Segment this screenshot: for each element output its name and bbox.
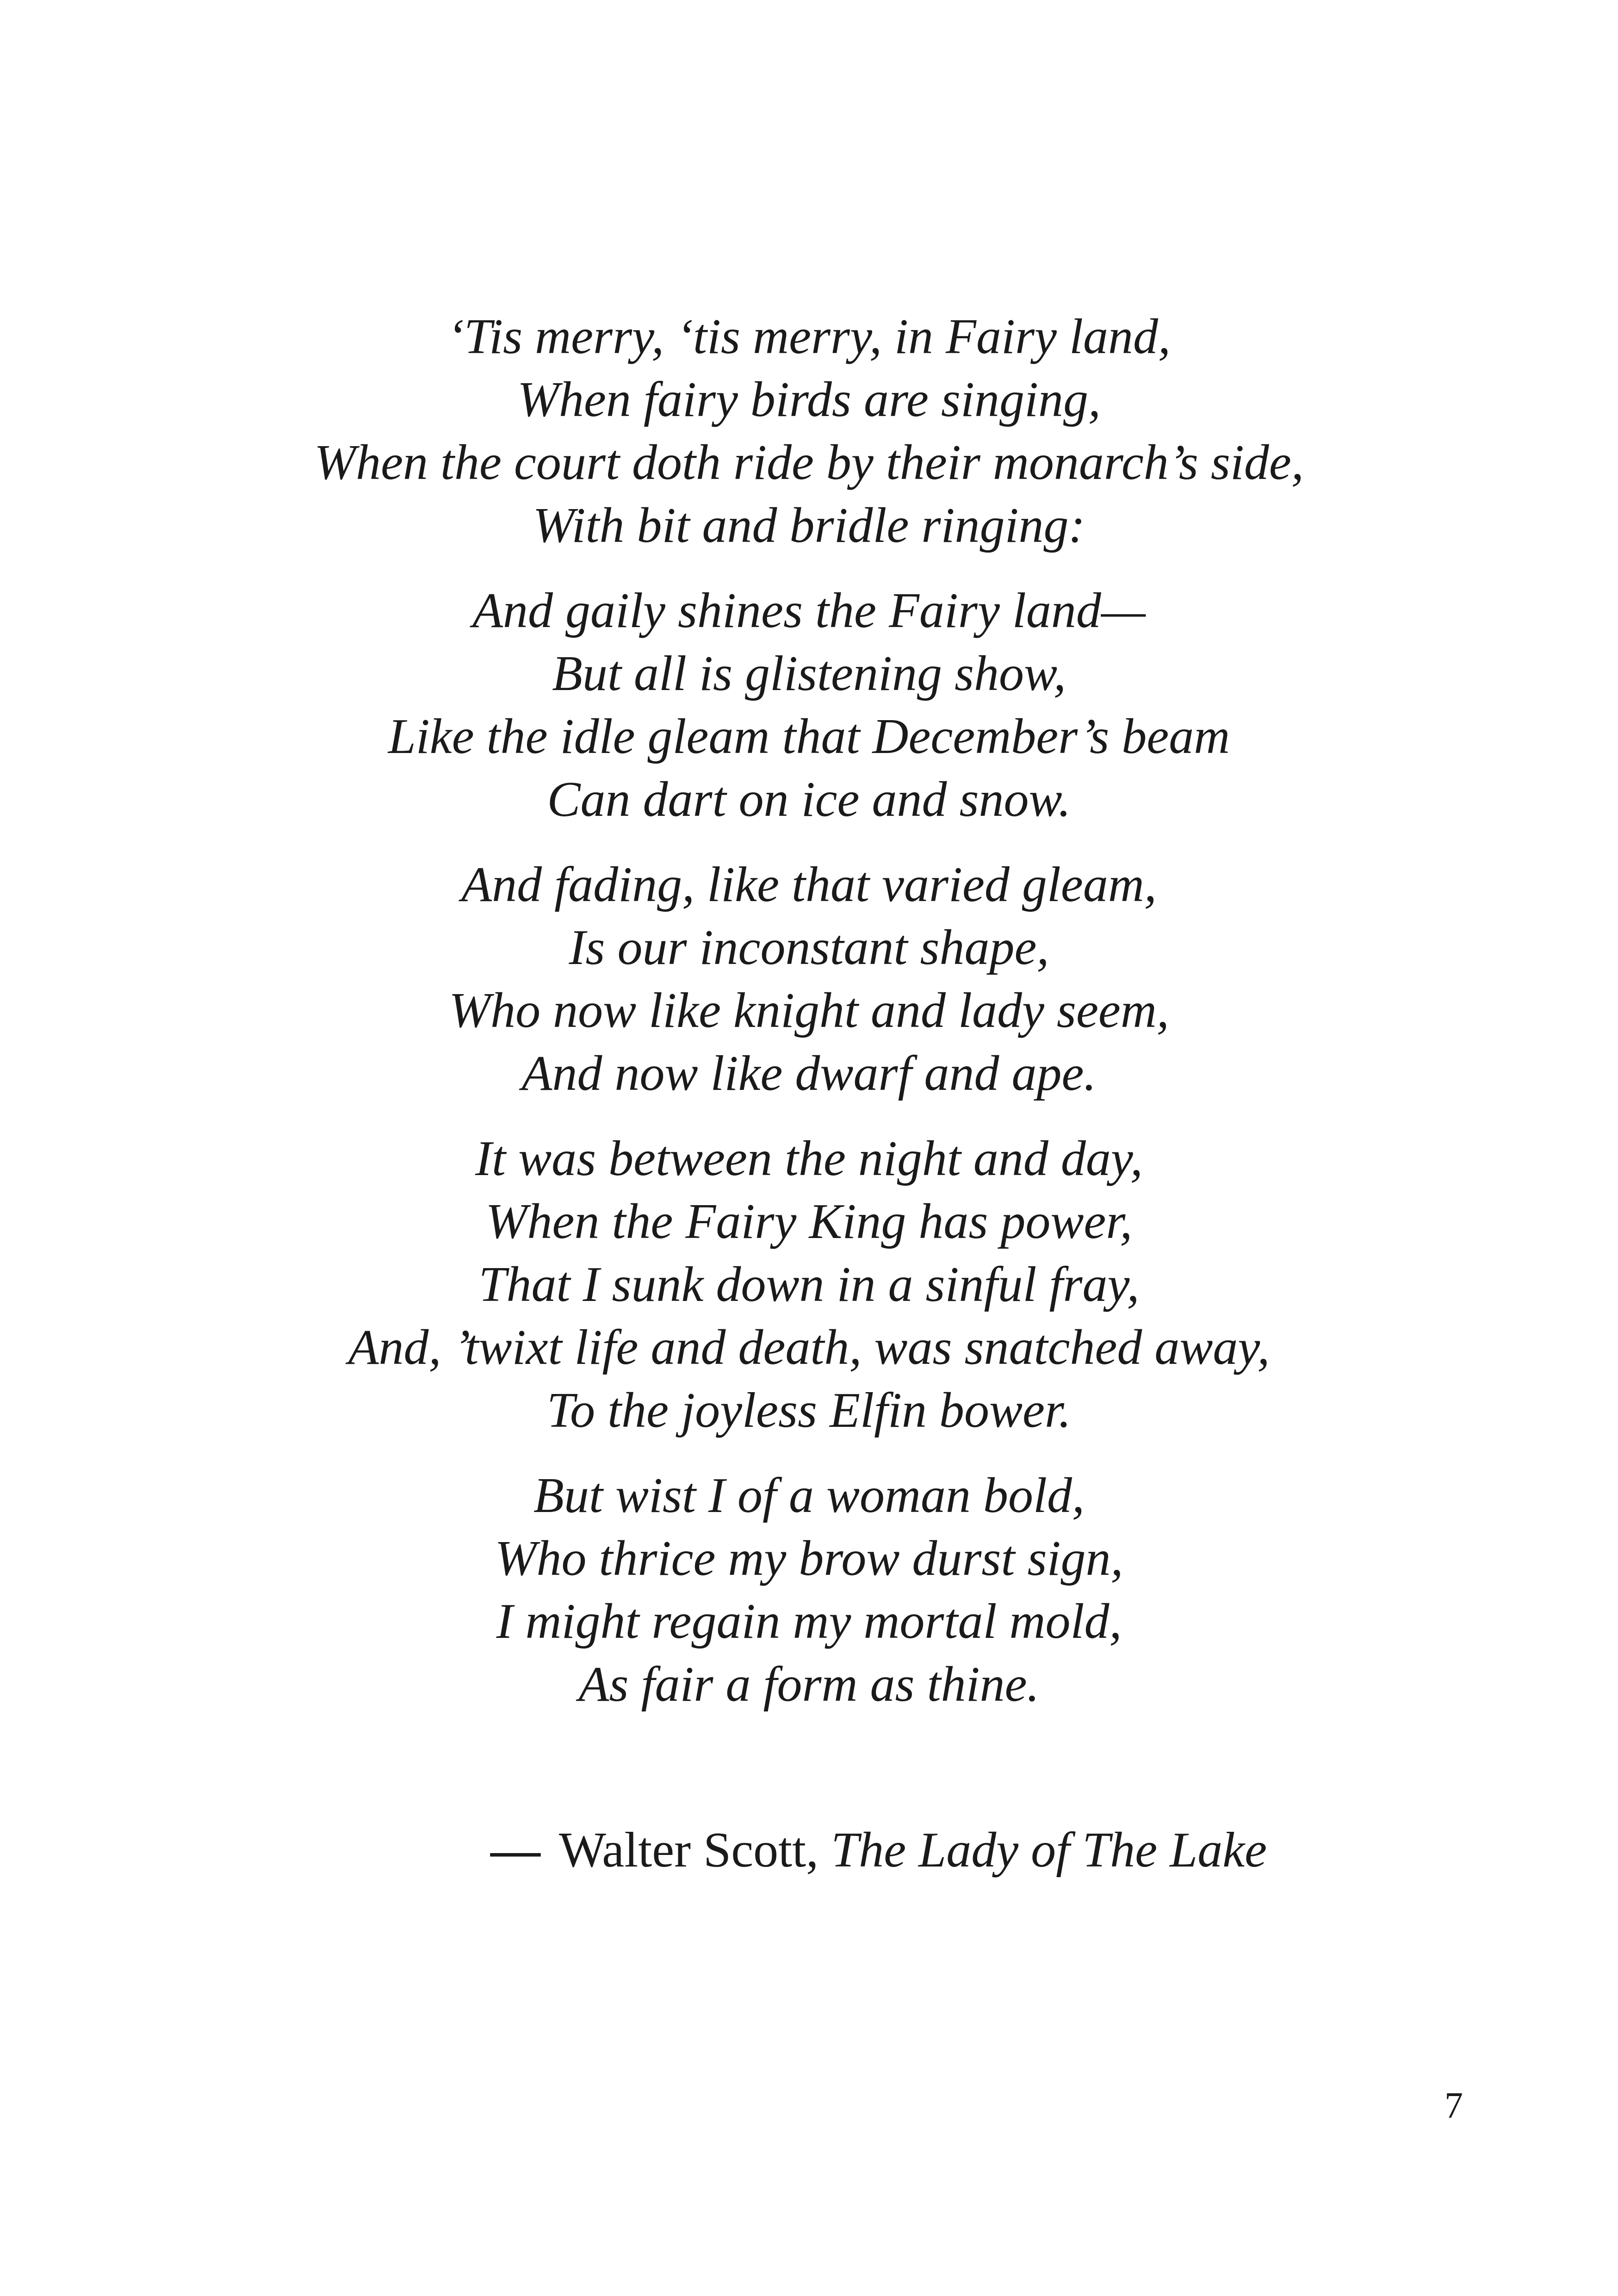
poem-line: With bit and bridle ringing: [533, 498, 1085, 553]
page-number: 7 [1444, 2085, 1463, 2126]
stanza-3 [0, 853, 1618, 1105]
stanza-1 [0, 305, 1618, 557]
poem-line: Like the idle gleam that December’s beam [388, 709, 1230, 764]
poem-line: Is our inconstant shape, [569, 920, 1049, 975]
poem-line: When the court doth ride by their monarch’s side, [314, 435, 1304, 490]
stanza-5 [0, 1464, 1618, 1716]
poem-line: But all is glistening show, [552, 646, 1066, 701]
poem-line: Who now like knight and lady seem, [449, 983, 1169, 1038]
attribution-work-title: The Lady of The Lake [831, 1823, 1267, 1878]
poem-line: Can dart on ice and snow. [547, 772, 1071, 827]
stanza-2 [0, 579, 1618, 831]
poem-line: When the Fairy King has power, [485, 1194, 1133, 1249]
poem-line: And now like dwarf and ape. [521, 1046, 1097, 1101]
poem-line: But wist I of a woman bold, [533, 1468, 1085, 1523]
poem-line: ‘Tis merry, ‘tis merry, in Fairy land, [447, 309, 1171, 364]
poem-line: Who thrice my brow durst sign, [495, 1531, 1123, 1586]
poem-line: And fading, like that varied gleam, [461, 857, 1157, 912]
poem-line: To the joyless Elfin bower. [546, 1383, 1072, 1438]
poem-line: And gaily shines the Fairy land— [472, 583, 1146, 638]
attribution [490, 1819, 1267, 1882]
attribution-author: Walter Scott, [559, 1823, 819, 1878]
poem [0, 305, 1618, 1738]
poem-line: I might regain my mortal mold, [496, 1594, 1122, 1649]
poem-line: It was between the night and day, [475, 1131, 1143, 1186]
poem-line: And, ’twixt life and death, was snatched away, [348, 1320, 1270, 1375]
poem-line: As fair a form as thine. [578, 1657, 1040, 1712]
stanza-4 [0, 1127, 1618, 1442]
attribution-dash: — [490, 1823, 540, 1878]
poem-line: When fairy birds are singing, [517, 372, 1101, 427]
poem-line: That I sunk down in a sinful fray, [478, 1257, 1140, 1312]
